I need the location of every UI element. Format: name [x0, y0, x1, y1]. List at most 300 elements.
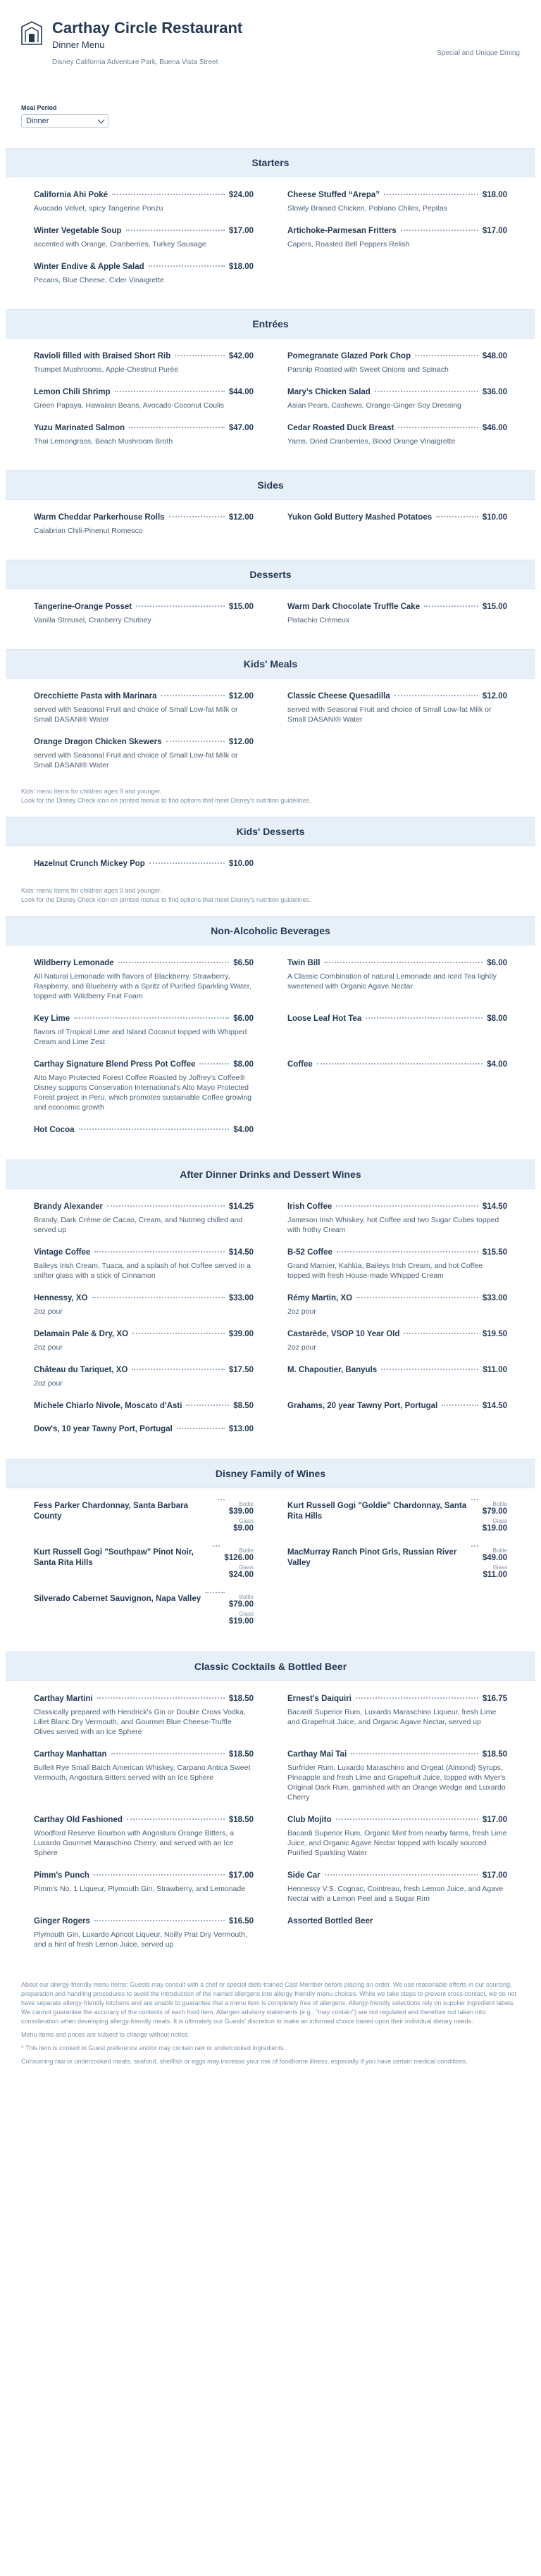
- menu-item[interactable]: [287, 513, 507, 536]
- menu-item-description: Alto Mayo Protected Forest Coffee Roasted by Joffrey's Coffee® Disney supports Conservation International's Alto Mayo Protected Forest project in Peru, which promotes sustainable Coffee growing and economic growth: [34, 1074, 252, 1112]
- menu-item-header: [287, 1401, 507, 1412]
- dot-leader: [79, 1129, 230, 1130]
- dot-leader: [149, 862, 225, 864]
- dot-leader: [424, 605, 478, 607]
- menu-item-price: $18.50: [228, 1816, 254, 1824]
- dot-leader: [317, 1063, 483, 1064]
- section-note: Kids' menu items for children ages 9 and younger.: [21, 788, 162, 795]
- dot-leader: [132, 1369, 224, 1370]
- menu-item-name: Warm Dark Chocolate Truffle Cake: [287, 603, 421, 611]
- menu-item-header: [34, 226, 254, 237]
- bottle-label: Bottle: [492, 1547, 507, 1554]
- menu-item-header: [287, 1916, 507, 1927]
- menu-item-description: Surfrider Rum, Luxardo Maraschino and Orgeat (Almond) Syrups, Pineapple and fresh Lime and Grapefruit Juice, topped with Myer's Original Dark Rum, garnished with an Orange Wedge and Luxardo Cherry: [287, 1764, 506, 1802]
- bottle-price: $126.00: [224, 1554, 254, 1562]
- menu-item-name: Carthay Martini: [34, 1695, 93, 1703]
- menu-type: Dinner Menu: [52, 39, 105, 50]
- menu-item-name: Cheese Stuffed “Arepa”: [287, 191, 380, 199]
- menu-item-description: served with Seasonal Fruit and choice of Small Low-fat Milk or Small DASANI® Water: [34, 705, 238, 724]
- menu-item[interactable]: [287, 1060, 507, 1112]
- restaurant-name: Carthay Circle Restaurant: [52, 19, 243, 37]
- menu-item-description: served with Seasonal Fruit and choice of Small Low-fat Milk or Small DASANI® Water: [287, 705, 492, 724]
- dot-leader: [199, 1063, 229, 1064]
- glass-label: Glass: [492, 1518, 507, 1524]
- menu-item[interactable]: [34, 1916, 254, 1949]
- menu-item-price: $6.50: [233, 959, 254, 967]
- section-items: [0, 339, 541, 463]
- dot-leader: [111, 1753, 225, 1754]
- menu-item[interactable]: [34, 1871, 254, 1904]
- cocktail-section: [0, 1652, 541, 1966]
- menu-item[interactable]: [34, 423, 254, 446]
- menu-section: [0, 649, 541, 810]
- section-title: After Dinner Drinks and Dessert Wines: [6, 1160, 535, 1189]
- menu-item-name: Irish Coffee: [287, 1202, 332, 1211]
- menu-item-name: Hazelnut Crunch Mickey Pop: [34, 860, 145, 868]
- menu-item-name: Carthay Signature Blend Press Pot Coffee: [34, 1060, 196, 1069]
- menu-item-header: [287, 1329, 507, 1340]
- glass-label: Glass: [239, 1518, 254, 1524]
- section-items: [0, 1488, 541, 1645]
- menu-item-price: $8.50: [233, 1402, 254, 1410]
- menu-item-name: Carthay Old Fashioned: [34, 1816, 123, 1824]
- dot-leader: [94, 1920, 225, 1921]
- menu-item-name: Delamain Pale & Dry, XO: [34, 1330, 129, 1338]
- menu-item[interactable]: [287, 1815, 507, 1858]
- menu-item-header: [287, 351, 507, 362]
- menu-item-description: Bacardi Superior Rum, Organic Mint from nearby farms, fresh Lime Juice, and Organic Agave Nectar topped with locally sourced Purified Sparkling Water: [287, 1829, 507, 1857]
- menu-item-description: 2oz pour: [287, 1343, 316, 1352]
- menu-item[interactable]: [287, 1248, 507, 1281]
- dot-leader: [112, 194, 225, 195]
- footer-note: About our allergy-friendly menu items: Guests may consult with a chef or special diets-trained Cast Member before placing an order. We use reasonable efforts in our sourcing, preparation and handling procedures to avoid the introduction of the named allergens into allergy-friendly menu choices. While we take steps to prevent cross-contact, we do not have separate allergy-friendly kitchens and are unable to guarantee that a menu item is completely free of allergens. Allergy-friendly selections rely on supplier ingredient labels. We cannot guarantee the accuracy of the contents of each food item. Allergen advisory statements (e.g., "may contain") are not regulated and therefore not taken into consideration when developing allergy-friendly meals. It is ultimately our Guests' discretion to make an informed choice based upon their individual dietary needs.: [21, 1981, 516, 2025]
- menu-item[interactable]: [34, 691, 254, 724]
- menu-item-header: [34, 958, 254, 969]
- glass-price: $19.00: [228, 1617, 254, 1626]
- menu-item-description: 2oz pour: [34, 1379, 63, 1388]
- menu-item[interactable]: [34, 351, 254, 375]
- dot-leader: [129, 427, 225, 428]
- dining-type-tagline: Special and Unique Dining: [437, 49, 520, 57]
- menu-item[interactable]: [34, 1401, 254, 1412]
- menu-item-price: $39.00: [228, 1330, 254, 1338]
- dot-leader: [97, 1697, 225, 1699]
- menu-item[interactable]: [34, 226, 254, 249]
- menu-item[interactable]: [34, 190, 254, 213]
- menu-section: [0, 1459, 541, 1645]
- menu-item-name: Warm Cheddar Parkerhouse Rolls: [34, 513, 165, 522]
- menu-item[interactable]: [34, 513, 254, 536]
- menu-section: [0, 470, 541, 553]
- menu-item-description: Bulleit Rye Small Batch American Whiskey, Carpano Antica Sweet Vermouth, Angostura Bitters served with an Ice Sphere: [34, 1764, 251, 1782]
- menu-item[interactable]: [34, 859, 254, 869]
- menu-item-header: [34, 1060, 254, 1070]
- menu-item-name: Château du Tariquet, XO: [34, 1366, 128, 1374]
- menu-item-name: Ravioli filled with Braised Short Rib: [34, 352, 171, 360]
- section-title: Kids' Desserts: [6, 817, 535, 846]
- dot-leader: [126, 230, 225, 231]
- glass-label: Glass: [239, 1611, 254, 1617]
- menu-item-description: Trumpet Mushrooms, Apple-Chestnut Purée: [34, 365, 179, 374]
- dot-leader: [351, 1753, 478, 1754]
- menu-item-price: $6.00: [233, 1014, 254, 1023]
- menu-item-header: [34, 351, 254, 362]
- menu-item-description: Vanilla Streusel, Cranberry Chutney: [34, 616, 151, 624]
- menu-item-name: Hennessy, XO: [34, 1294, 88, 1302]
- menu-item-description: Green Papaya, Hawaiian Beans, Avocado-Coconut Coulis: [34, 401, 225, 410]
- menu-item-name: Key Lime: [34, 1014, 70, 1023]
- wine-prices: [229, 1594, 254, 1628]
- wine-item-header: [34, 1594, 254, 1628]
- menu-item-name: Ginger Rogers: [34, 1917, 90, 1925]
- menu-item-description: Asian Pears, Cashews, Orange-Ginger Soy Dressing: [287, 401, 461, 410]
- menu-item-name: Pomegranate Glazed Pork Chop: [287, 352, 411, 360]
- menu-item-header: [34, 1014, 254, 1024]
- menu-item-price: $18.00: [482, 191, 507, 199]
- menu-item[interactable]: [34, 1329, 254, 1352]
- footer-note: * This item is cooked to Guest preference and/or may contain raw or undercooked ingredients.: [21, 2044, 286, 2052]
- wine-item[interactable]: [34, 1594, 254, 1628]
- menu-item-name: Twin Bill: [287, 959, 321, 967]
- menu-item[interactable]: [34, 958, 254, 1001]
- menu-item[interactable]: [34, 1014, 254, 1047]
- menu-item-header: [34, 1293, 254, 1304]
- dot-leader: [149, 265, 225, 267]
- menu-item-price: $19.50: [482, 1330, 507, 1338]
- menu-item[interactable]: [287, 1871, 507, 1904]
- menu-section: [0, 1652, 541, 1966]
- menu-item-header: [287, 1293, 507, 1304]
- section-title: Disney Family of Wines: [6, 1459, 535, 1488]
- section-items: [0, 1681, 541, 1966]
- menu-item[interactable]: [34, 1248, 254, 1281]
- menu-item-price: $12.00: [228, 738, 254, 746]
- menu-item[interactable]: [287, 190, 507, 213]
- menu-item-header: [287, 1694, 507, 1704]
- glass-price: $9.00: [233, 1524, 254, 1533]
- wine-item[interactable]: [34, 1501, 254, 1535]
- wine-name: Kurt Russell Gogi "Southpaw" Pinot Noir, Santa Rita Hills: [34, 1548, 194, 1567]
- menu-item-description: served with Seasonal Fruit and choice of Small Low-fat Milk or Small DASANI® Water: [34, 751, 238, 769]
- menu-item-name: Ernest's Daiquiri: [287, 1695, 352, 1703]
- menu-item-header: [34, 190, 254, 201]
- wine-item-header: [34, 1501, 254, 1535]
- menu-item[interactable]: [287, 1293, 507, 1317]
- menu-item[interactable]: [34, 1060, 254, 1112]
- menu-item[interactable]: [287, 1365, 507, 1388]
- dot-leader: [336, 1205, 478, 1207]
- meal-period-value: Dinner: [26, 117, 49, 125]
- menu-item-name: Grahams, 20 year Tawny Port, Portugal: [287, 1402, 438, 1410]
- menu-item[interactable]: [34, 1293, 254, 1317]
- menu-item-name: Orecchiette Pasta with Marinara: [34, 692, 157, 700]
- menu-item-header: [34, 1424, 254, 1435]
- dot-leader: [166, 741, 225, 742]
- menu-item[interactable]: [287, 1202, 507, 1235]
- dot-leader: [161, 695, 224, 696]
- menu-item-description: Yams, Dried Cranberries, Blood Orange Vinaigrette: [287, 437, 456, 446]
- dot-leader: [381, 1369, 478, 1370]
- dot-leader: [324, 962, 483, 963]
- dot-leader: [337, 1251, 478, 1252]
- bottle-label: Bottle: [492, 1501, 507, 1507]
- wine-prices: [483, 1501, 507, 1535]
- menu-item-price: $12.00: [228, 513, 254, 522]
- menu-item-header: [34, 262, 254, 272]
- menu-section: [0, 817, 541, 909]
- menu-item[interactable]: [34, 1365, 254, 1388]
- section-items: [0, 177, 541, 302]
- section-items: [0, 679, 541, 787]
- chevron-down-icon: [98, 117, 105, 124]
- dot-leader: [415, 355, 478, 356]
- menu-item-name: Mary’s Chicken Salad: [287, 388, 371, 396]
- menu-item-price: $17.00: [482, 227, 507, 235]
- section-note: Look for the Disney Check icon on printed menus to find options that meet Disney's nutrition guidelines.: [21, 896, 311, 903]
- menu-item-price: $18.50: [228, 1750, 254, 1759]
- dot-leader: [169, 516, 225, 517]
- footer-note: Consuming raw or undercooked meats, seafood, shellfish or eggs may increase your risk of foodborne illness, especially if you have certain medical conditions.: [21, 2058, 468, 2065]
- menu-item-price: $17.00: [228, 1871, 254, 1880]
- menu-item-name: Loose Leaf Hot Tea: [287, 1014, 362, 1023]
- menu-item-name: Yuzu Marinated Salmon: [34, 424, 125, 432]
- menu-item-name: Winter Endive & Apple Salad: [34, 263, 144, 271]
- menu-item[interactable]: [34, 1424, 254, 1435]
- menu-item-description: Hennessy V.S. Cognac, Cointreau, fresh Lemon Juice, and Agave Nectar with a Lemon Peel and a Sugar Rim: [287, 1885, 504, 1903]
- wine-name: Silverado Cabernet Sauvignon, Napa Valley: [34, 1595, 201, 1603]
- menu-item[interactable]: [34, 262, 254, 285]
- menu-item-price: $44.00: [228, 388, 254, 396]
- menu-item-price: $48.00: [482, 352, 507, 360]
- dot-leader: [132, 1333, 225, 1334]
- section-title: Starters: [6, 148, 535, 177]
- menu-item-header: [287, 423, 507, 434]
- glass-price: $24.00: [228, 1571, 254, 1579]
- wine-prices: [229, 1501, 254, 1535]
- menu-item-header: [34, 859, 254, 869]
- dot-leader: [384, 194, 478, 195]
- menu-item[interactable]: [287, 958, 507, 1001]
- menu-item[interactable]: [34, 1749, 254, 1802]
- menu-item-description: Jameson Irish Whiskey, hot Coffee and two Sugar Cubes topped with frothy Cream: [287, 1216, 499, 1234]
- dot-leader: [325, 1874, 478, 1876]
- menu-item-header: [34, 513, 254, 523]
- menu-item-header: [287, 1749, 507, 1760]
- section-title: Entrées: [6, 309, 535, 339]
- menu-item-header: [287, 190, 507, 201]
- menu-item-description: flavors of Tropical Lime and Island Coconut topped with Whipped Cream and Lime Zest: [34, 1028, 247, 1046]
- section-items: [0, 945, 541, 1152]
- menu-item-name: Cedar Roasted Duck Breast: [287, 424, 394, 432]
- dot-leader: [127, 1818, 225, 1820]
- wine-name: Fess Parker Chardonnay, Santa Barbara County: [34, 1502, 189, 1521]
- menu-item-header: [34, 737, 254, 748]
- menu-item-price: $14.25: [228, 1202, 254, 1211]
- menu-item-price: $13.00: [228, 1425, 254, 1433]
- menu-item-name: Tangerine-Orange Posset: [34, 603, 132, 611]
- bottle-price: $49.00: [482, 1554, 507, 1562]
- section-title: Classic Cocktails & Bottled Beer: [6, 1652, 535, 1681]
- menu-item-description: Brandy, Dark Crème de Cacao, Cream, and Nutmeg chilled and served up: [34, 1216, 243, 1234]
- menu-item-name: Side Car: [287, 1871, 321, 1880]
- meal-period-select[interactable]: [21, 114, 108, 128]
- section-title: Desserts: [6, 560, 535, 589]
- dot-leader: [404, 1333, 478, 1334]
- dot-leader: [218, 1499, 225, 1500]
- menu-item-name: Wildberry Lemonade: [34, 959, 114, 967]
- menu-item-description: 2oz pour: [34, 1343, 63, 1352]
- wine-item[interactable]: [287, 1547, 507, 1581]
- menu-item-header: [287, 1248, 507, 1258]
- menu-item-price: $33.00: [228, 1294, 254, 1302]
- dot-leader: [118, 962, 230, 963]
- menu-item-price: $6.00: [487, 959, 507, 967]
- menu-item[interactable]: [287, 691, 507, 724]
- wine-section: [0, 1459, 541, 1645]
- menu-item-price: $8.00: [233, 1060, 254, 1069]
- menu-item-header: [287, 226, 507, 237]
- menu-item-name: Orange Dragon Chicken Skewers: [34, 738, 162, 746]
- menu-item-price: $17.00: [482, 1871, 507, 1880]
- menu-item-name: Pimm's Punch: [34, 1871, 89, 1880]
- menu-item[interactable]: [287, 387, 507, 410]
- dot-leader: [213, 1545, 220, 1547]
- menu-item[interactable]: [34, 602, 254, 625]
- menu-item-description: Calabrian Chili-Pinenut Romesco: [34, 527, 143, 535]
- menu-item-description: 2oz pour: [287, 1307, 316, 1316]
- dot-leader: [136, 605, 225, 607]
- dot-leader: [356, 1297, 478, 1298]
- menu-item-header: [34, 602, 254, 612]
- menu-item[interactable]: [287, 1749, 507, 1802]
- menu-item-header: [287, 1060, 507, 1070]
- glass-label: Glass: [239, 1564, 254, 1571]
- menu-item-name: Assorted Bottled Beer: [287, 1917, 373, 1925]
- dot-leader: [442, 1405, 478, 1406]
- menu-item-price: $15.50: [482, 1248, 507, 1257]
- menu-item-price: $17.00: [228, 227, 254, 235]
- section-title: Sides: [6, 470, 535, 500]
- menu-item[interactable]: [287, 1329, 507, 1352]
- menu-item-name: Carthay Mai Tai: [287, 1750, 347, 1759]
- bottle-label: Bottle: [239, 1594, 254, 1600]
- menu-item[interactable]: [287, 1401, 507, 1412]
- section-items: [0, 846, 541, 886]
- section-items: [0, 1189, 541, 1452]
- menu-item-description: All Natural Lemonade with flavors of Blackberry, Strawberry, Raspberry, and Blueberry with a Spritz of Purified Sparkling Water, topped with Wildberry Fruit Foam: [34, 972, 251, 1000]
- menu-item-description: Woodford Reserve Bourbon with Angostura Orange Bitters, a Luxardo Gourmet Maraschino Cherry, and served with an Ice Sphere: [34, 1829, 235, 1857]
- menu-item[interactable]: [34, 387, 254, 410]
- dot-leader: [366, 1017, 483, 1019]
- header-text: [52, 18, 520, 66]
- bottle-price: $79.00: [228, 1600, 254, 1609]
- menu-item-header: [34, 387, 254, 398]
- menu-item-description: Capers, Roasted Bell Peppers Relish: [287, 240, 410, 249]
- menu-item-header: [34, 1815, 254, 1826]
- menu-item[interactable]: [34, 1694, 254, 1737]
- menu-item[interactable]: [34, 737, 254, 770]
- menu-item-header: [34, 423, 254, 434]
- section-title: Non-Alcoholic Beverages: [6, 916, 535, 945]
- menu-item[interactable]: [287, 1916, 507, 1949]
- wine-item-header: [287, 1547, 507, 1581]
- menu-section: [0, 148, 541, 302]
- menu-item-price: $46.00: [482, 424, 507, 432]
- wine-name: MacMurray Ranch Pinot Gris, Russian River Valley: [287, 1548, 457, 1567]
- menu-item[interactable]: [34, 1202, 254, 1235]
- menu-item[interactable]: [287, 423, 507, 446]
- menu-item-price: $17.00: [482, 1816, 507, 1824]
- dot-leader: [74, 1017, 229, 1019]
- glass-price: $19.00: [482, 1524, 507, 1533]
- menu-item-price: $33.00: [482, 1294, 507, 1302]
- glass-price: $11.00: [483, 1571, 507, 1579]
- menu-item[interactable]: [287, 226, 507, 249]
- menu-item-header: [287, 1815, 507, 1826]
- menu-item-price: $10.00: [228, 860, 254, 868]
- menu-item-price: $47.00: [228, 424, 254, 432]
- wine-prices: [224, 1547, 254, 1581]
- dot-leader: [115, 391, 225, 392]
- location-text: Disney California Adventure Park, Buena Vista Street: [52, 58, 218, 66]
- dot-leader: [94, 1874, 225, 1876]
- menu-item-header: [34, 1329, 254, 1340]
- menu-item[interactable]: [287, 1014, 507, 1047]
- section-items: [0, 589, 541, 642]
- menu-item-price: $15.00: [482, 603, 507, 611]
- menu-item-header: [287, 958, 507, 969]
- bottle-price: $39.00: [228, 1507, 254, 1516]
- menu-item-price: $12.00: [482, 692, 507, 700]
- menu-section: [0, 309, 541, 463]
- menu-item-description: Baileys Irish Cream, Tuaca, and a splash of hot Coffee served in a snifter glass with a stick of Cinnamon: [34, 1262, 251, 1280]
- menu-item-price: $4.00: [487, 1060, 507, 1069]
- menu-item-header: [34, 1916, 254, 1927]
- menu-footer: [0, 1966, 541, 2066]
- menu-item-price: $18.50: [482, 1750, 507, 1759]
- dot-leader: [94, 1251, 225, 1252]
- menu-item[interactable]: [287, 1694, 507, 1737]
- menu-item-header: [287, 513, 507, 523]
- menu-item-header: [287, 1871, 507, 1881]
- menu-item[interactable]: [34, 1125, 254, 1136]
- section-notes: [0, 886, 541, 909]
- menu-item-description: Pimm's No. 1 Liqueur, Plymouth Gin, Strawberry, and Lemonade: [34, 1885, 246, 1893]
- menu-item-description: A Classic Combination of natural Lemonade and Iced Tea lightly sweetened with Organic Agave Nectar: [287, 972, 497, 991]
- dot-leader: [92, 1297, 225, 1298]
- menu-item[interactable]: [34, 1815, 254, 1858]
- wine-item-header: [34, 1547, 254, 1581]
- menu-item[interactable]: [287, 351, 507, 375]
- section-notes: [0, 787, 541, 810]
- menu-item-name: Hot Cocoa: [34, 1126, 75, 1134]
- bottle-label: Bottle: [239, 1501, 254, 1507]
- menu-section: [0, 1160, 541, 1452]
- menu-item[interactable]: [287, 602, 507, 625]
- wine-item[interactable]: [287, 1501, 507, 1535]
- menu-item-price: $17.50: [228, 1366, 254, 1374]
- menu-item-description: Plymouth Gin, Luxardo Apricot Liqueur, Noilly Prat Dry Vermouth, and a hint of fresh Lemon Juice, served up: [34, 1930, 247, 1949]
- menu-item-header: [34, 1365, 254, 1376]
- menu-item-price: $12.00: [228, 692, 254, 700]
- wine-item[interactable]: [34, 1547, 254, 1581]
- menu-item-header: [287, 1365, 507, 1376]
- menu-item-header: [34, 1202, 254, 1212]
- dot-leader: [177, 1428, 225, 1429]
- dot-leader: [471, 1545, 478, 1547]
- menu-item-price: $4.00: [233, 1126, 254, 1134]
- menu-item-header: [34, 1871, 254, 1881]
